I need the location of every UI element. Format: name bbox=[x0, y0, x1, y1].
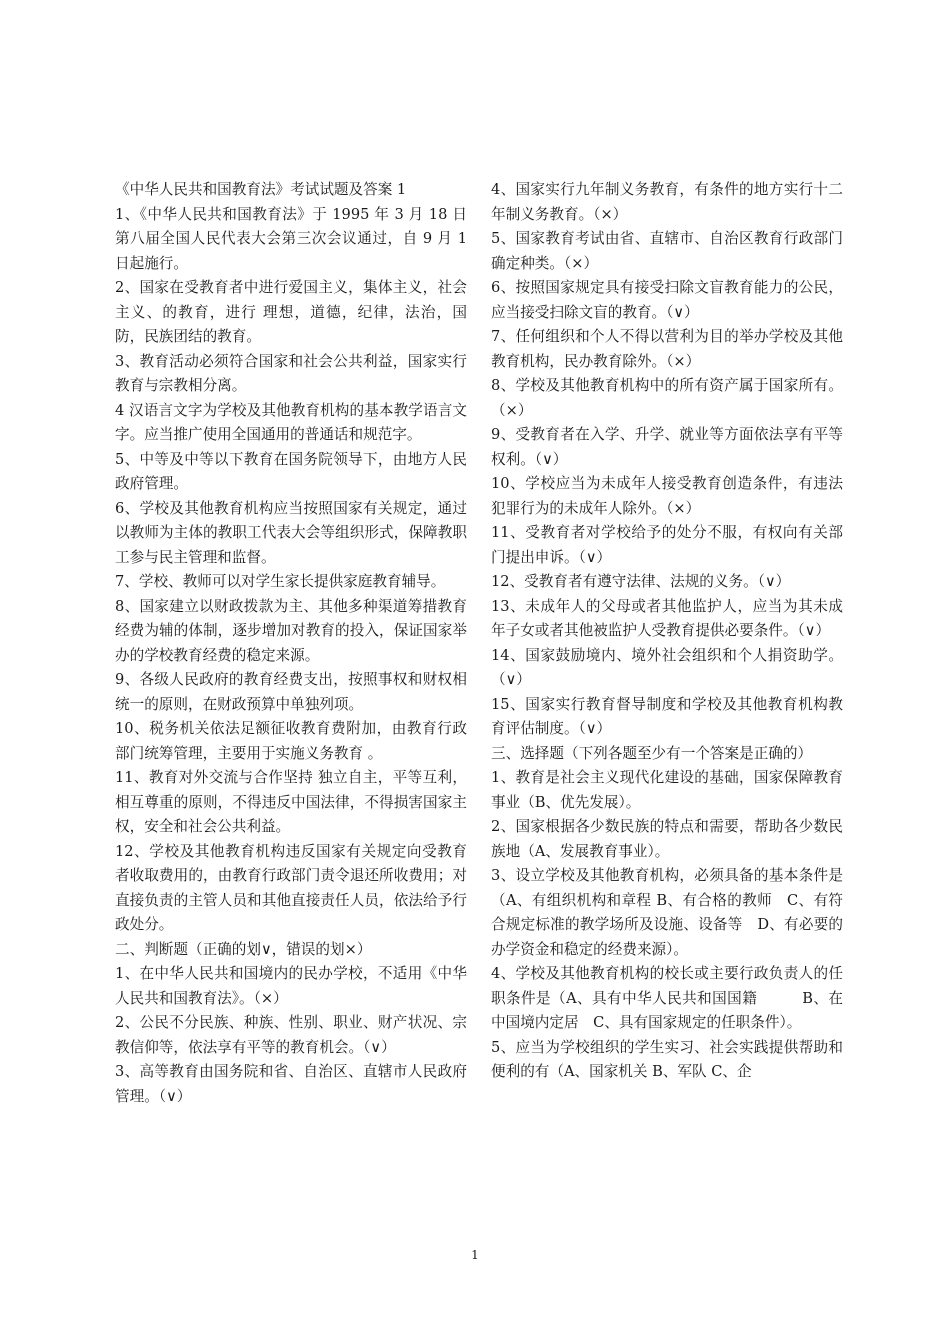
document-title: 《中华人民共和国教育法》考试试题及答案 1 bbox=[115, 181, 407, 198]
paragraph: 6、学校及其他教育机构应当按照国家有关规定，通过以教师为主体的教职工代表大会等组织形式，保障教职工参与民主管理和监督。 bbox=[115, 499, 467, 566]
paragraph: 12、学校及其他教育机构违反国家有关规定向受教育者收取费用的，由教育行政部门责令退还所收费用；对直接负责的主管人员和其他直接责任人员，依法给予行政处分。 bbox=[115, 842, 467, 933]
paragraph: 8、国家建立以财政拨款为主、其他多种渠道筹措教育经费为辅的体制，逐步增加对教育的投入，保证国家举办的学校教育经费的稳定来源。 bbox=[115, 597, 467, 664]
paragraph: 13、未成年人的父母或者其他监护人，应当为其未成年子女或者其他被监护人受教育提供必要条件。（∨） bbox=[491, 597, 843, 639]
paragraph: 1、在中华人民共和国境内的民办学校，不适用《中华人民共和国教育法》。（×） bbox=[115, 965, 467, 1007]
paragraph: 7、学校、教师可以对学生家长提供家庭教育辅导。 bbox=[115, 573, 446, 590]
paragraph: 11、受教育者对学校给予的处分不服，有权向有关部门提出申诉。（∨） bbox=[491, 524, 843, 566]
paragraph: 15、国家实行教育督导制度和学校及其他教育机构教育评估制度。（∨） bbox=[491, 695, 843, 737]
paragraph: 3、教育活动必须符合国家和社会公共利益，国家实行教育与宗教相分离。 bbox=[115, 352, 467, 394]
paragraph: 11、教育对外交流与合作坚持 独立自主，平等互利，相互尊重的原则，不得违反中国法律，不得损害国家主权，安全和社会公共利益。 bbox=[115, 769, 467, 835]
paragraph: 7、任何组织和个人不得以营利为目的举办学校及其他教育机构，民办教育除外。（×） bbox=[491, 328, 843, 370]
paragraph: 6、按照国家规定具有接受扫除文盲教育能力的公民，应当接受扫除文盲的教育。（∨） bbox=[491, 279, 843, 321]
paragraph: 1、《中华人民共和国教育法》于 1995 年 3 月 18 日第八届全国人民代表大会第三次会议通过，自 9 月 1 日起施行。 bbox=[115, 205, 467, 272]
left-column bbox=[115, 178, 467, 1109]
paragraph: 9、各级人民政府的教育经费支出，按照事权和财权相统一的原则，在财政预算中单独列项。 bbox=[115, 671, 467, 713]
paragraph: 5、应当为学校组织的学生实习、社会实践提供帮助和便利的有（A、国家机关 B、军队 C、企 bbox=[491, 1038, 843, 1080]
paragraph: 5、中等及中等以下教育在国务院领导下，由地方人民政府管理。 bbox=[115, 450, 467, 492]
paragraph: 2、国家根据各少数民族的特点和需要，帮助各少数民族地（A、发展教育事业）。 bbox=[491, 818, 843, 860]
paragraph: 14、国家鼓励境内、境外社会组织和个人捐资助学。（∨） bbox=[491, 646, 843, 688]
paragraph: 4、国家实行九年制义务教育，有条件的地方实行十二年制义务教育。（×） bbox=[491, 181, 843, 223]
paragraph: 4、学校及其他教育机构的校长或主要行政负责人的任职条件是（A、具有中华人民共和国国籍 B、在中国境内定居 C、具有国家规定的任职条件）。 bbox=[491, 965, 843, 1031]
paragraph: 2、国家在受教育者中进行爱国主义，集体主义，社会主义、的教育，进行 理想，道德，纪律，法治，国防，民族团结的教育。 bbox=[115, 279, 467, 345]
paragraph: 9、受教育者在入学、升学、就业等方面依法享有平等权利。（∨） bbox=[491, 426, 843, 468]
paragraph: 12、受教育者有遵守法律、法规的义务。（∨） bbox=[491, 573, 791, 590]
paragraph: 5、国家教育考试由省、直辖市、自治区教育行政部门确定种类。（×） bbox=[491, 230, 843, 272]
page-number: 1 bbox=[471, 1248, 479, 1262]
paragraph: 4 汉语言文字为学校及其他教育机构的基本教学语言文字。应当推广使用全国通用的普通话和规范字。 bbox=[115, 401, 467, 443]
paragraph: 3、高等教育由国务院和省、自治区、直辖市人民政府管理。（∨） bbox=[115, 1063, 467, 1105]
section-heading: 二、判断题（正确的划∨，错误的划×） bbox=[115, 940, 372, 958]
paragraph: 1、教育是社会主义现代化建设的基础，国家保障教育事业（B、优先发展）。 bbox=[491, 769, 843, 811]
paragraph: 2、公民不分民族、种族、性别、职业、财产状况、宗教信仰等，依法享有平等的教育机会。（∨） bbox=[115, 1014, 467, 1056]
paragraph: 8、学校及其他教育机构中的所有资产属于国家所有。（×） bbox=[491, 377, 843, 419]
paragraph: 10、学校应当为未成年人接受教育创造条件，有违法犯罪行为的未成年人除外。（×） bbox=[491, 475, 843, 517]
paragraph: 10、税务机关依法足额征收教育费附加，由教育行政部门统筹管理，主要用于实施义务教育 。 bbox=[115, 720, 467, 762]
section-heading: 三、选择题（下列各题至少有一个答案是正确的） bbox=[491, 744, 813, 762]
paragraph: 3、设立学校及其他教育机构，必须具备的基本条件是（A、有组织机构和章程 B、有合格的教师 C、有符合规定标准的教学场所及设施、设备等 D、有必要的办学资金和稳定的经费来源）。 bbox=[491, 867, 843, 958]
right-column bbox=[491, 178, 843, 1085]
